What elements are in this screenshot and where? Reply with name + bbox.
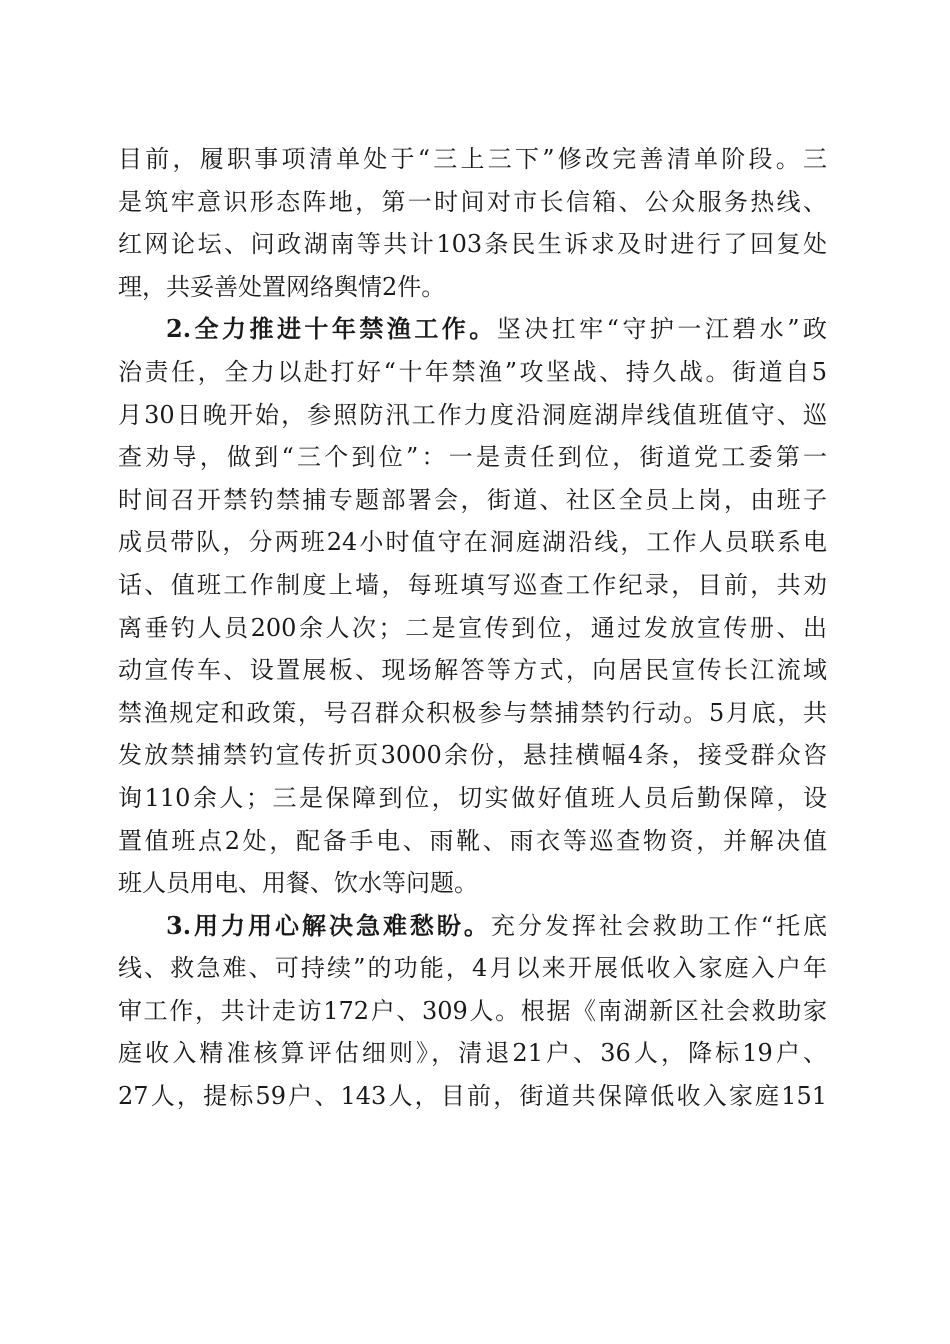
text-line: 时间召开禁钓禁捕专题部署会，街道、社区全员上岗，由班子 [118, 485, 827, 514]
text-line: 庭收入精准核算评估细则》，清退21户、36人，降标19户、 [118, 1039, 827, 1068]
text-line: 成员带队，分两班24小时值守在洞庭湖沿线，工作人员联系电 [118, 528, 827, 557]
text-line: 话、值班工作制度上墙，每班填写巡查工作纪录，目前，共劝 [118, 570, 827, 599]
text-line: 离垂钓人员200余人次；二是宣传到位，通过发放宣传册、出 [118, 613, 827, 642]
document-body [118, 138, 827, 1118]
text-line: 审工作，共计走访172户、309人。根据《南湖新区社会救助家 [118, 996, 827, 1025]
text-line: 置值班点2处，配备手电、雨靴、雨衣等巡查物资，并解决值 [118, 826, 827, 855]
text-line: 红网论坛、问政湖南等共计103条民生诉求及时进行了回复处 [118, 230, 827, 259]
text-line: 理，共妥善处置网络舆情2件。 [118, 272, 446, 301]
text-line: 动宣传车、设置展板、现场解答等方式，向居民宣传长江流域 [118, 656, 827, 685]
text-run: 坚决扛牢“守护一江碧水”政 [496, 315, 827, 344]
text-line: 班人员用电、用餐、饮水等问题。 [118, 869, 478, 898]
text-run: 充分发挥社会救助工作“托底 [490, 911, 827, 940]
section-heading: 3.用力用心解决急难愁盼。 [166, 910, 491, 940]
paragraph-1 [118, 138, 827, 308]
text-line: 治责任，全力以赴打好“十年禁渔”攻坚战、持久战。街道自5 [118, 357, 827, 386]
text-line: 是筑牢意识形态阵地，第一时间对市长信箱、公众服务热线、 [118, 187, 827, 216]
text-line: 27人，提标59户、143人，目前，街道共保障低收入家庭151 [118, 1082, 827, 1111]
text-line: 询110余人；三是保障到位，切实做好值班人员后勤保障，设 [118, 783, 827, 812]
text-line: 目前，履职事项清单处于“三上三下”修改完善清单阶段。三 [118, 145, 827, 173]
paragraph-2 [118, 308, 827, 904]
text-line [118, 308, 827, 351]
text-line: 发放禁捕禁钓宣传折页3000余份，悬挂横幅4条，接受群众咨 [118, 741, 827, 770]
text-line: 线、救急难、可持续”的功能，4月以来开展低收入家庭入户年 [118, 954, 827, 983]
text-line [118, 905, 827, 948]
section-heading: 2.全力推进十年禁渔工作。 [166, 314, 497, 344]
text-line: 禁渔规定和政策，号召群众积极参与禁捕禁钓行动。5月底，共 [118, 698, 827, 727]
paragraph-3 [118, 905, 827, 1118]
text-line: 月30日晚开始，参照防汛工作力度沿洞庭湖岸线值班值守、巡 [118, 400, 827, 429]
text-line: 查劝导，做到“三个到位”：一是责任到位，街道党工委第一 [118, 443, 827, 472]
